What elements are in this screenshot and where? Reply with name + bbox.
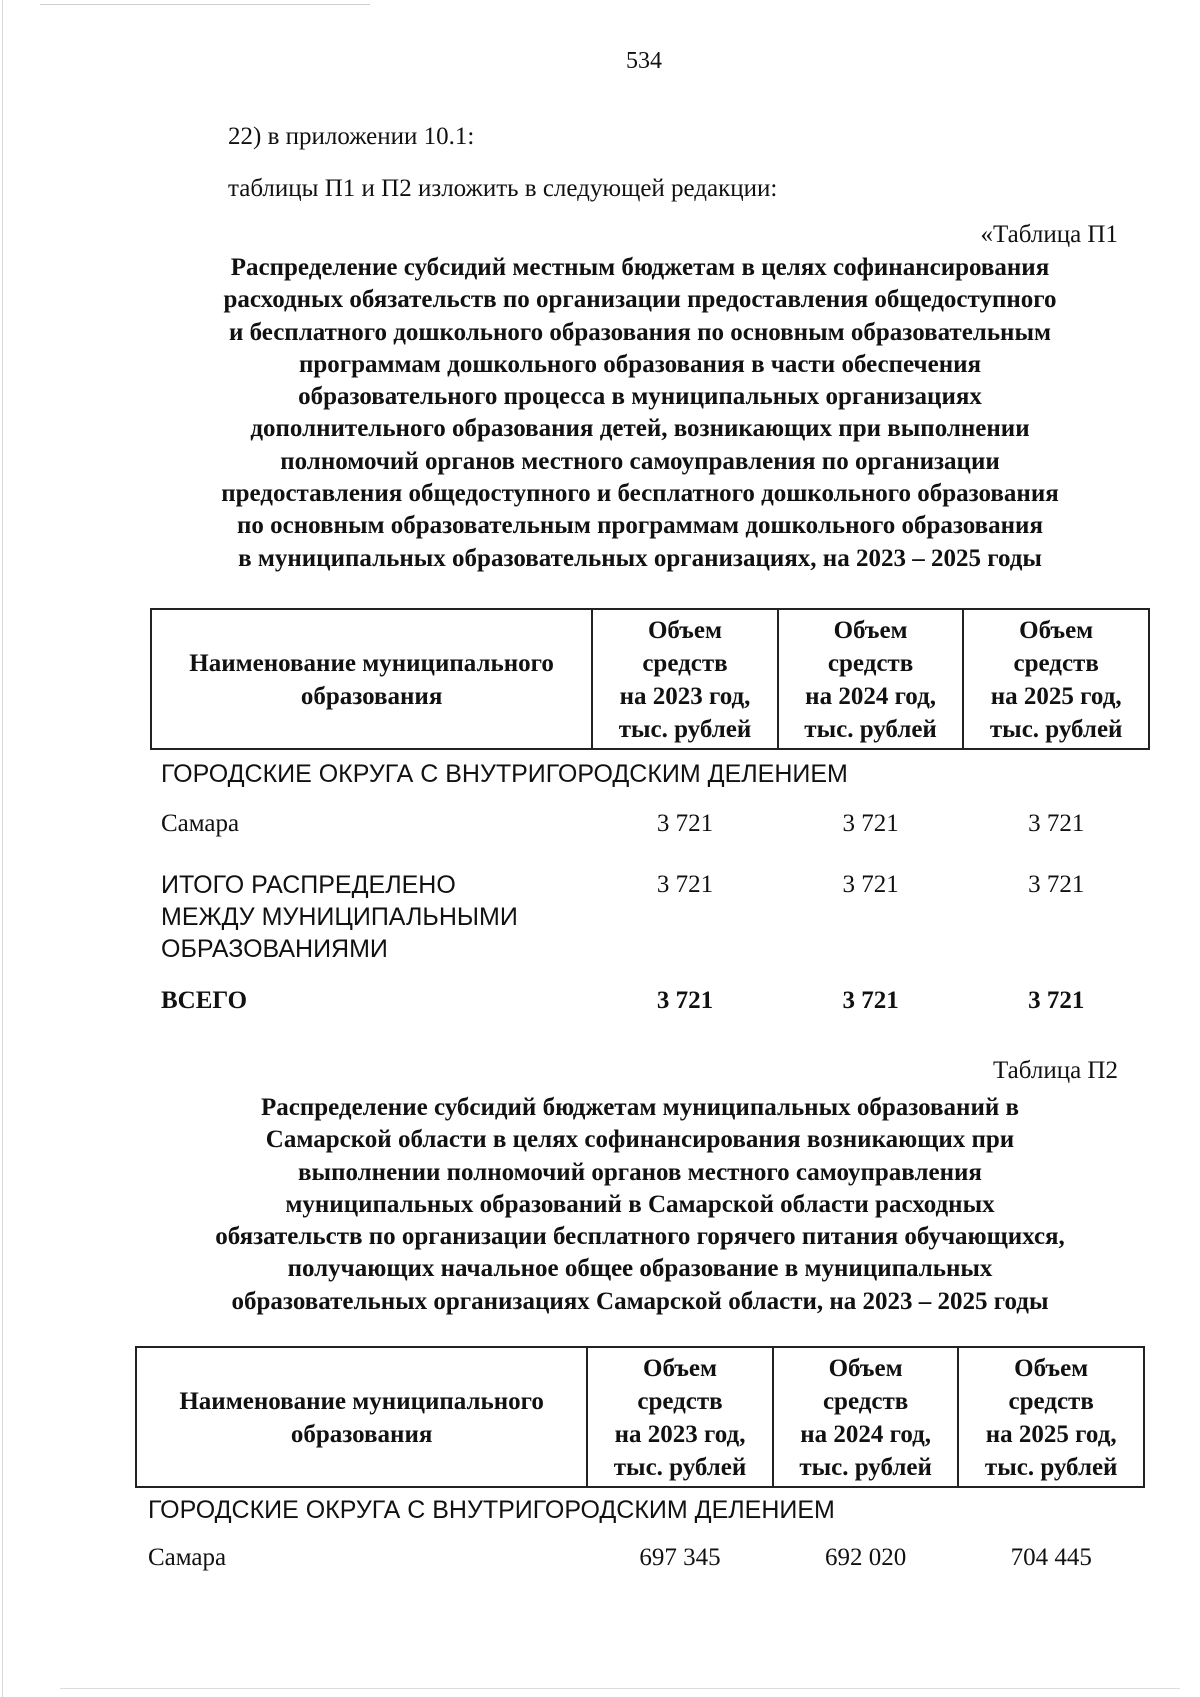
- table-p1-title-line: по основным образовательным программам дошкольного образования: [237, 512, 1043, 540]
- table-row: [151, 863, 1149, 985]
- header-text: средств: [822, 1388, 909, 1415]
- header-2025: [958, 1347, 1144, 1487]
- table-p2-title-line: Распределение субсидий бюджетам муниципальных образований в: [260, 1094, 1020, 1121]
- value-2024: 692 020: [824, 1544, 907, 1571]
- table-p1-header-row: [151, 609, 1149, 749]
- table-p2-title: [130, 1092, 1150, 1318]
- table-p2: [135, 1346, 1145, 1582]
- table-p2-title-line: образовательных организациях Самарской области, на 2023 – 2025 годы: [231, 1287, 1049, 1315]
- value-2024: 3 721: [842, 871, 899, 898]
- table-row: [151, 800, 1149, 863]
- table-p2-title-line: муниципальных образований в Самарской области расходных: [285, 1190, 995, 1218]
- cell-text: ОБРАЗОВАНИЯМИ: [161, 935, 388, 963]
- header-text: Объем: [1019, 617, 1094, 644]
- value-2025: 3 721: [1028, 987, 1085, 1014]
- table-p1-title-line: Распределение субсидий местным бюджетам в целях софинансирования: [230, 254, 1050, 281]
- header-2025: [963, 609, 1149, 749]
- header-2024: [773, 1347, 959, 1487]
- header-text: средств: [1008, 1388, 1094, 1415]
- table-p2-caption: Таблица П2: [993, 1057, 1118, 1084]
- value-2023: 3 721: [656, 871, 714, 898]
- scan-bottom-line: [60, 1688, 1180, 1689]
- table-row-total: [151, 985, 1149, 1025]
- section-label: ГОРОДСКИЕ ОКРУГА С ВНУТРИГОРОДСКИМ ДЕЛЕНИЕМ: [148, 1496, 835, 1524]
- header-text: на 2025 год,: [985, 1421, 1117, 1448]
- table-p1-title-line: предоставления общедоступного и бесплатного дошкольного образования: [221, 480, 1059, 508]
- cell-text: ИТОГО РАСПРЕДЕЛЕНО: [161, 871, 456, 899]
- cell-text: ВСЕГО: [161, 987, 248, 1014]
- table-p1-title-line: и бесплатного дошкольного образования по основным образовательным: [228, 318, 1051, 346]
- header-text: образования: [290, 1421, 433, 1448]
- municipality-name: [151, 985, 592, 1025]
- value-2025: 3 721: [1028, 810, 1085, 837]
- cell-text: Самара: [148, 1544, 227, 1571]
- table-p1-title-line: расходных обязательств по организации предоставления общедоступного: [223, 286, 1057, 314]
- header-text: тыс. рублей: [804, 716, 937, 743]
- table-p2-header-row: [136, 1347, 1144, 1487]
- value-2024: 3 721: [842, 987, 899, 1014]
- table-p1: [150, 608, 1150, 1025]
- header-text: тыс. рублей: [618, 716, 752, 743]
- header-text: средств: [1013, 650, 1099, 677]
- header-text: на 2024 год,: [805, 683, 936, 710]
- intro-line-1: 22) в приложении 10.1:: [228, 123, 475, 150]
- header-text: Объем: [1014, 1355, 1089, 1382]
- value-2025: 3 721: [1028, 871, 1085, 898]
- header-text: Объем: [643, 1355, 718, 1382]
- header-text: на 2025 год,: [990, 683, 1122, 710]
- municipality-name: [151, 863, 592, 985]
- intro-line-2: таблицы П1 и П2 изложить в следующей редакции:: [228, 175, 778, 202]
- header-text: средств: [637, 1388, 723, 1415]
- header-text: Объем: [833, 617, 908, 644]
- table-p1-title: [130, 252, 1150, 575]
- header-text: тыс. рублей: [989, 716, 1123, 743]
- header-text: средств: [827, 650, 914, 677]
- cell-text: МЕЖДУ МУНИЦИПАЛЬНЫМИ: [161, 903, 518, 931]
- table-p1-caption: «Таблица П1: [980, 221, 1118, 248]
- header-2024: [778, 609, 964, 749]
- value-2023: 3 721: [656, 987, 714, 1014]
- header-municipality: [151, 609, 592, 749]
- cell-text: Самара: [161, 810, 240, 837]
- table-p2-title-line: получающих начальное общее образование в муниципальных: [287, 1255, 993, 1283]
- table-p2-section-row: [136, 1487, 1144, 1540]
- scan-top-line: [40, 4, 370, 5]
- section-label: ГОРОДСКИЕ ОКРУГА С ВНУТРИГОРОДСКИМ ДЕЛЕНИЕМ: [161, 760, 848, 788]
- header-text: на 2023 год,: [614, 1421, 746, 1448]
- table-p1-title-line: в муниципальных образовательных организациях, на 2023 – 2025 годы: [238, 544, 1042, 572]
- header-text: тыс. рублей: [613, 1454, 747, 1481]
- header-text: Наименование муниципального: [189, 650, 554, 677]
- table-p1-section-row: [151, 749, 1149, 800]
- table-row: [136, 1540, 1144, 1582]
- header-text: средств: [642, 650, 728, 677]
- scan-margin-line: [2, 0, 3, 1697]
- header-2023: [592, 609, 778, 749]
- header-text: образования: [300, 683, 443, 710]
- municipality-name: [151, 800, 592, 863]
- value-2023: 3 721: [656, 810, 714, 837]
- table-p2-title-line: выполнении полномочий органов местного самоуправления: [298, 1158, 982, 1186]
- table-p1-title-line: дополнительного образования детей, возникающих при выполнении: [250, 415, 1030, 443]
- header-text: Объем: [647, 617, 722, 644]
- table-p2-title-line: Самарской области в целях софинансирования возникающих при: [265, 1126, 1015, 1154]
- value-2023: 697 345: [639, 1544, 721, 1571]
- header-2023: [587, 1347, 773, 1487]
- header-text: Наименование муниципального: [179, 1388, 544, 1415]
- municipality-name: [136, 1540, 587, 1582]
- header-municipality: [136, 1347, 587, 1487]
- header-text: на 2023 год,: [619, 683, 751, 710]
- header-text: тыс. рублей: [799, 1454, 932, 1481]
- page-number: 534: [626, 48, 662, 74]
- value-2024: 3 721: [842, 810, 899, 837]
- header-text: на 2024 год,: [800, 1421, 932, 1448]
- table-p1-title-line: программам дошкольного образования в части обеспечения: [298, 350, 982, 378]
- table-p1-title-line: полномочий органов местного самоуправления по организации: [280, 447, 1000, 475]
- table-p2-title-line: обязательств по организации бесплатного горячего питания обучающихся,: [215, 1223, 1065, 1251]
- value-2025: 704 445: [1010, 1544, 1092, 1571]
- header-text: Объем: [828, 1355, 903, 1382]
- header-text: тыс. рублей: [984, 1454, 1118, 1481]
- table-p1-title-line: образовательного процесса в муниципальных организациях: [298, 383, 982, 411]
